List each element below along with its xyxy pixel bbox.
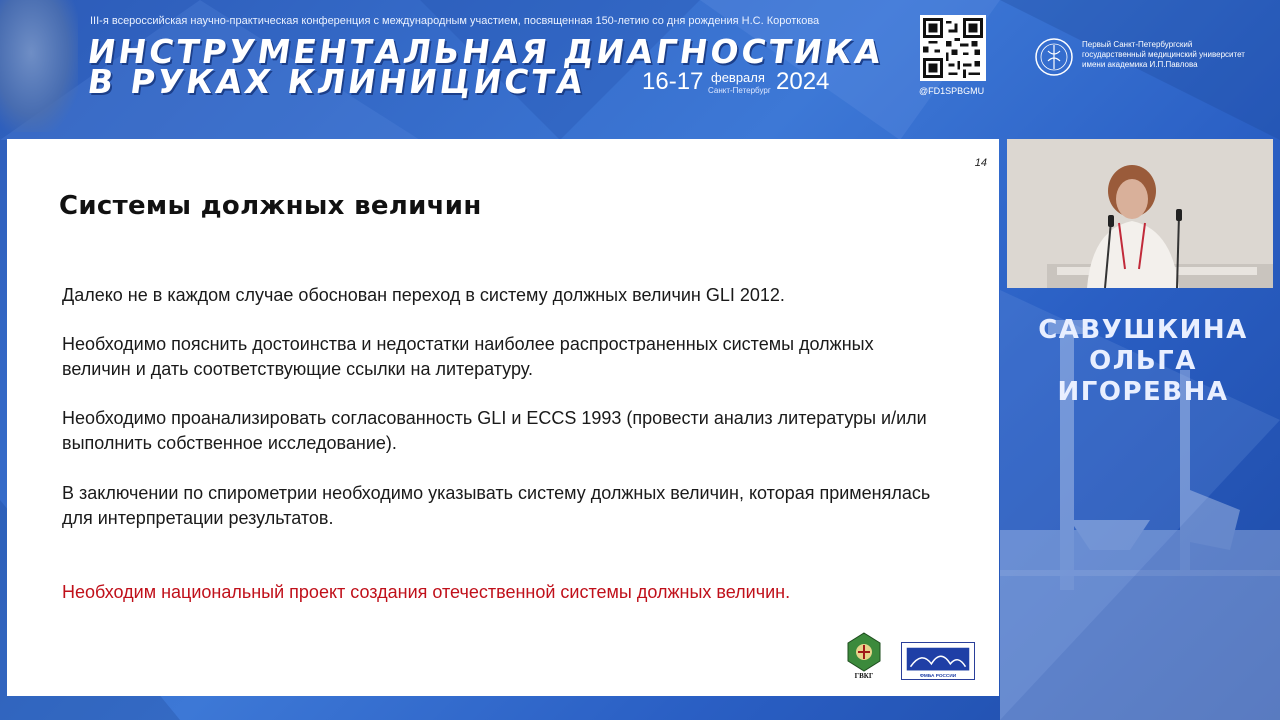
slide-number: 14 bbox=[974, 157, 987, 169]
speaker-first-name: ОЛЬГА bbox=[1089, 346, 1197, 376]
slide-highlight: Необходим национальный проект создания отечественной системы должных величин. bbox=[62, 582, 791, 602]
speaker-video bbox=[1007, 139, 1273, 288]
gvkg-logo-text: ГВКГ bbox=[854, 672, 874, 680]
conference-subtitle: III-я всероссийская научно-практическая конференция с международным участием, посвященная 150-летию со дня рождения Н.С. Короткова bbox=[90, 15, 820, 27]
slide-title: Системы должных величин bbox=[59, 191, 482, 221]
qr-caption: @FD1SPBGMU bbox=[919, 86, 985, 96]
gvkg-logo bbox=[842, 631, 886, 683]
university-emblem-icon bbox=[1034, 37, 1074, 77]
university-line-3: имени академика И.П.Павлова bbox=[1082, 60, 1198, 69]
university-name bbox=[1082, 40, 1245, 70]
conference-title-line1: ИНСТРУМЕНТАЛЬНАЯ ДИАГНОСТИКА bbox=[85, 32, 887, 71]
university-line-2: государственный медицинский университет bbox=[1082, 50, 1245, 59]
university-line-1: Первый Санкт-Петербургский bbox=[1082, 40, 1193, 49]
fmba-logo bbox=[901, 642, 975, 680]
korotkov-portrait bbox=[0, 0, 78, 132]
conference-title-line2: В РУКАХ КЛИНИЦИСТА bbox=[85, 62, 589, 101]
conference-header bbox=[0, 0, 1280, 138]
slide-paragraph-4: В заключении по спирометрии необходимо указывать систему должных величин, которая применялась для интерпретации результатов. bbox=[62, 483, 931, 528]
fmba-logo-text: ФМБА РОССИИ bbox=[919, 674, 957, 679]
speaker-surname: САВУШКИНА bbox=[1038, 315, 1248, 345]
qr-code[interactable] bbox=[920, 15, 986, 81]
speaker-patronymic: ИГОРЕВНА bbox=[1057, 377, 1229, 407]
conference-year: 2024 bbox=[776, 68, 830, 95]
slide-paragraph-1: Далеко не в каждом случае обоснован переход в систему должных величин GLI 2012. bbox=[62, 285, 785, 305]
conference-days: 16-17 bbox=[642, 68, 704, 95]
conference-city: Санкт-Петербург bbox=[708, 86, 771, 95]
presentation-slide bbox=[7, 139, 999, 696]
slide-paragraph-2: Необходимо пояснить достоинства и недостатки наиболее распространенных системы должных величин и дать соответствующие ссылки на литературу. bbox=[62, 334, 874, 379]
conference-month: февраля bbox=[711, 70, 765, 85]
speaker-name bbox=[1012, 315, 1274, 408]
slide-paragraph-3: Необходимо проанализировать согласованность GLI и ECCS 1993 (провести анализ литературы и/или выполнить собственное исследование). bbox=[62, 408, 927, 453]
